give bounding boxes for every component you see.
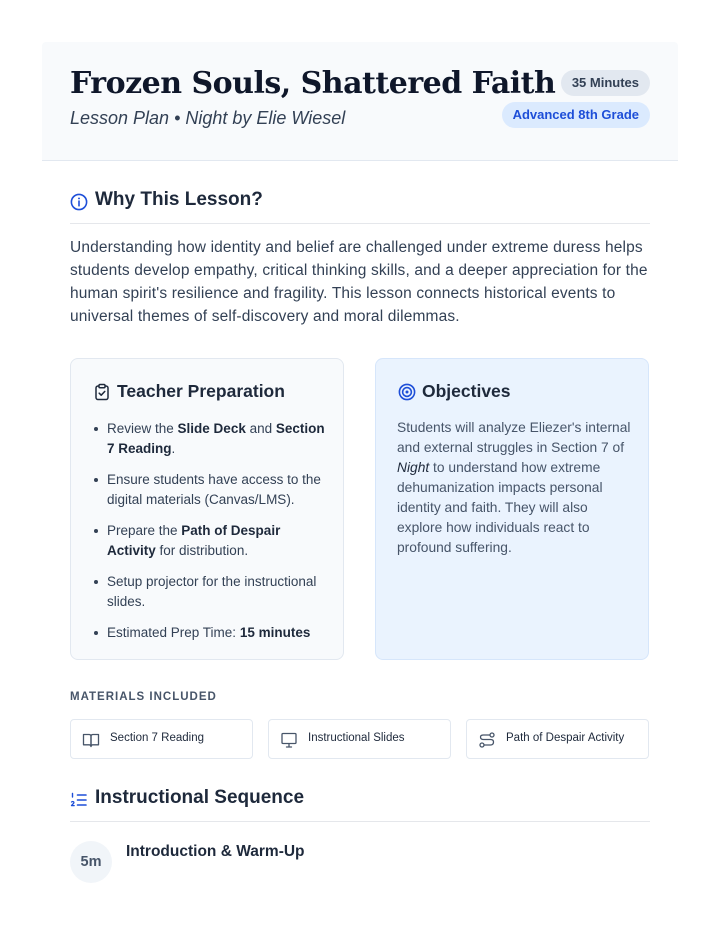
- objectives-card: [375, 358, 649, 660]
- instructional-sequence-title: Instructional Sequence: [95, 787, 305, 808]
- route-icon: [478, 731, 496, 749]
- page-title: Frozen Souls, Shattered Faith: [70, 66, 556, 101]
- objectives-heading: Objectives: [422, 381, 511, 401]
- teacher-preparation-heading: Teacher Preparation: [117, 381, 285, 401]
- materials-label: MATERIALS INCLUDED: [70, 691, 217, 703]
- material-label: Section 7 Reading: [110, 732, 204, 744]
- list-item: Ensure students have access to the digital materials (Canvas/LMS).: [107, 470, 329, 510]
- step-title: Introduction & Warm-Up: [126, 843, 305, 860]
- step-duration-badge: 5m: [70, 841, 112, 883]
- why-section-heading: [70, 183, 650, 224]
- target-icon: [398, 383, 416, 401]
- material-section-7-reading[interactable]: [70, 719, 253, 759]
- list-item: Review the Slide Deck and Section 7 Reading.: [107, 419, 329, 459]
- duration-badge: 35 Minutes: [561, 70, 650, 96]
- why-body-text: Understanding how identity and belief are challenged under extreme duress helps students develop empathy, critical thinking skills, and a deeper appreciation for the human spirit's resilience and fragility. This lesson connects historical events to universal themes of self-discovery and moral dilemmas.: [70, 239, 648, 325]
- lesson-header: [42, 42, 678, 161]
- book-open-icon: [82, 731, 100, 749]
- clipboard-check-icon: [93, 383, 111, 401]
- list-item: Setup projector for the instructional slides.: [107, 572, 329, 612]
- why-heading: Why This Lesson?: [95, 189, 263, 210]
- material-label: Instructional Slides: [308, 732, 405, 744]
- list-item: Estimated Prep Time: 15 minutes: [107, 623, 329, 643]
- teacher-preparation-list: [107, 419, 329, 654]
- material-instructional-slides[interactable]: [268, 719, 451, 759]
- grade-level-badge: Advanced 8th Grade: [502, 102, 650, 128]
- teacher-preparation-card: [70, 358, 344, 660]
- material-label: Path of Despair Activity: [506, 732, 625, 744]
- list-ordered-icon: [70, 791, 88, 809]
- page-subtitle: Lesson Plan • Night by Elie Wiesel: [70, 108, 346, 128]
- material-path-of-despair-activity[interactable]: [466, 719, 649, 759]
- list-item: Prepare the Path of Despair Activity for distribution.: [107, 521, 329, 561]
- presentation-icon: [280, 731, 298, 749]
- objectives-text: Students will analyze Eliezer's internal and external struggles in Section 7 of Night to understand how extreme dehumanization impacts personal identity and faith. They will also explore how individuals react to profound suffering.: [397, 420, 631, 555]
- info-icon: [70, 193, 88, 211]
- instructional-sequence-heading: [70, 781, 650, 822]
